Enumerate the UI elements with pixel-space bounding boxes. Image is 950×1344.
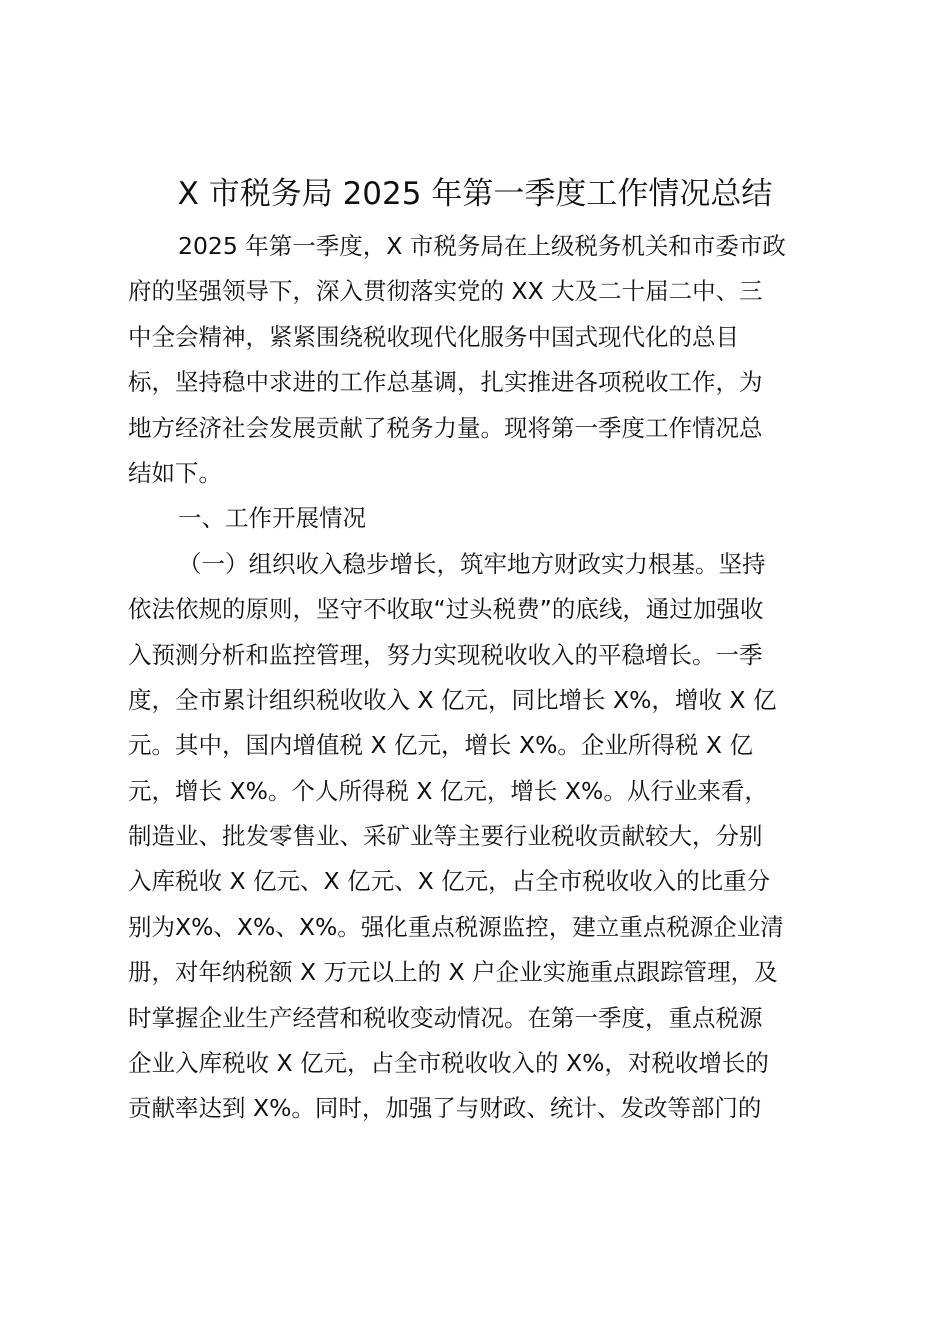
text-line: 贡献率达到 X%。同时，加强了与财政、统计、发改等部门的 (128, 1094, 762, 1123)
text-line: 入预测分析和监控管理，努力实现税收收入的平稳增长。一季 (128, 640, 763, 669)
text-line: 度，全市累计组织税收收入 X 亿元，同比增长 X%，增收 X 亿 (128, 685, 777, 714)
text-line: 2025 年第一季度，X 市税务局在上级税务机关和市委市政 (178, 232, 786, 260)
text-line: （一）组织收入稳步增长，筑牢地方财政实力根基。坚持 (178, 549, 766, 578)
text-line: 元。其中，国内增值税 X 亿元，增长 X%。企业所得税 X 亿 (128, 731, 753, 760)
document-body (128, 224, 822, 1132)
text-line: 中全会精神，紧紧围绕税收现代化服务中国式现代化的总目 (128, 322, 739, 351)
text-line: 入库税收 X 亿元、X 亿元、X 亿元，占全市税收收入的比重分 (128, 867, 771, 896)
text-line: 依法依规的原则，坚守不收取“过头税费”的底线，通过加强收 (128, 595, 764, 624)
text-line: 制造业、批发零售业、采矿业等主要行业税收贡献较大，分别 (128, 822, 763, 851)
text-line: 结如下。 (128, 458, 222, 487)
text-line: 元，增长 X%。个人所得税 X 亿元，增长 X%。从行业来看， (128, 776, 768, 805)
text-line: 地方经济社会发展贡献了税务力量。现将第一季度工作情况总 (128, 413, 763, 442)
text-line: 时掌握企业生产经营和税收变动情况。在第一季度，重点税源 (128, 1003, 763, 1032)
text-line: 一、工作开展情况 (178, 504, 366, 533)
text-line: 册，对年纳税额 X 万元以上的 X 户企业实施重点跟踪管理，及 (128, 958, 778, 987)
text-line: 标，坚持稳中求进的工作总基调，扎实推进各项税收工作，为 (128, 368, 763, 397)
document-title: X 市税务局 2025 年第一季度工作情况总结 (177, 176, 773, 212)
text-line: 府的坚强领导下，深入贯彻落实党的 XX 大及二十届二中、三 (128, 277, 763, 306)
text-line: 企业入库税收 X 亿元，占全市税收收入的 X%，对税收增长的 (128, 1049, 769, 1078)
text-line: 别为X%、X%、X%。强化重点税源监控，建立重点税源企业清 (128, 912, 784, 941)
